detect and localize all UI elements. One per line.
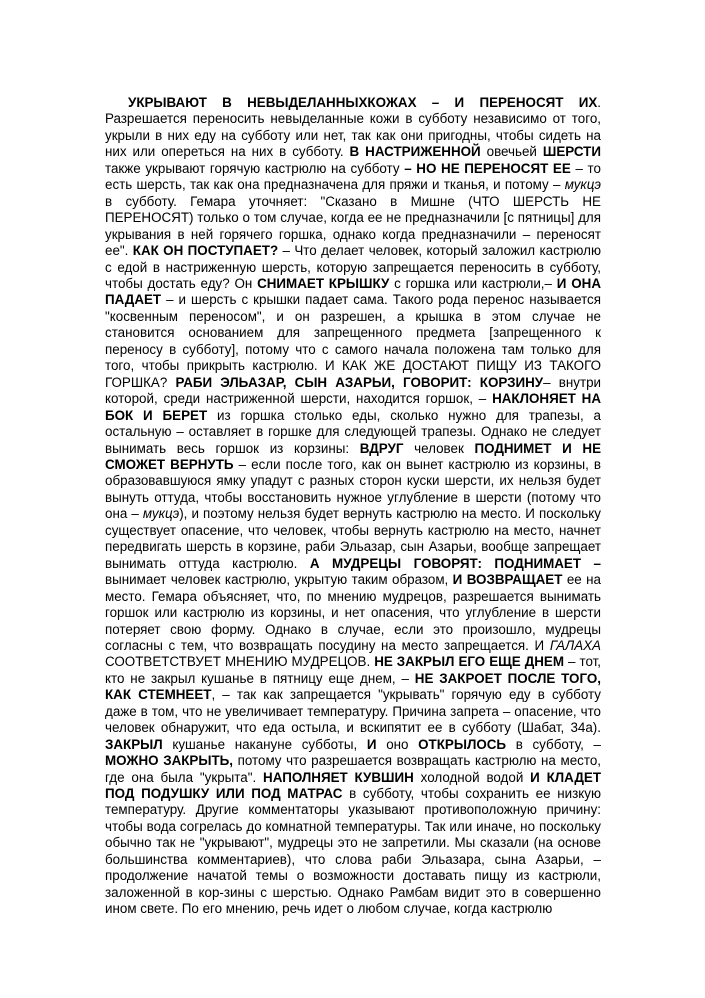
bold-phrase: СНИМАЕТ КРЫШКУ [257,275,390,291]
bold-phrase: ПОДНИМЕТ И НЕ СМОЖЕТ ВЕРНУТЬ [105,440,602,472]
text-run: холодной водой [413,769,531,785]
text-run: – тот, кто не закрыл кушанье в пятницу еще днем, – [105,654,601,686]
bold-phrase: ЗАКРЫЛ [105,736,163,752]
bold-phrase: МОЖНО ЗАКРЫТЬ, [105,753,233,769]
bold-phrase: ОТКРЫЛОСЬ [418,736,507,752]
bold-phrase: И ВОЗВРАЩАЕТ [452,572,563,588]
bold-phrase: И [366,736,377,752]
text-run: кушанье накануне субботы, [162,736,367,752]
text-run: в субботу, чтобы сохранить ее низкую температуру. Другие комментаторы указывают противоположную причину: чтобы вода согрелась до комнатной температуры. Так или иначе, но поскольку обычно так не "укрывают", мудрецы это не запретили. Мы сказали (на основе большинства комментариев), что слова раби Эльазара, сына Азарьи, – продолжение начатой темы о возможности доставать пищу из кастрюли, заложенной в кор-зины с шерстью. Однако Рамбам видит это в совершенно ином свете. По его мнению, речь идет о любом случае, когда кастрюлю [105,786,602,917]
bold-phrase: НЕ ЗАКРЫЛ ЕГО ЕЩЕ ДНЕМ [374,654,565,670]
text-run: оно [376,736,419,752]
text-run: – внутри которой, среди настриженной шерсти, находится горшок, – [105,374,601,407]
text-run: . Разрешается переносить невыделанные кожи в субботу независимо от того, укрыли в них еду на субботу или нет, так как они пригодны, чтобы сидеть на них или опереться на них в субботу. [105,95,601,160]
text-run: – если после того, как он вынет кастрюлю из корзины, в образовавшуюся ямку упадут с разных сторон куски шерсти, их нельзя будет вынуть оттуда, чтобы восстановить нужное углубление в шерсти (потому что она – [105,456,601,522]
bold-phrase: В НАСТРИЖЕННОЙ [349,144,481,160]
bold-phrase: А МУДРЕЦЫ ГОВОРЯТ: ПОДНИМАЕТ – [309,555,601,571]
text-run: из горшка столько еды, сколько нужно для трапезы, а остальную – оставляет в горшке для следующей трапезы. Однако не следует вынимать весь горшок из корзины: [105,407,601,456]
italic-term: ГАЛАХА [549,637,601,653]
bold-phrase: ШЕРСТИ [542,144,601,160]
bold-phrase: И КЛАДЕТ ПОД ПОДУШКУ ИЛИ ПОД МАТРАС [105,769,601,802]
text-run: СООТВЕТСТВУЕТ МНЕНИЮ МУДРЕЦОВ. [105,654,375,670]
text-run: также укрывают горячую кастрюлю на субботу [105,160,405,176]
bold-phrase: И ОНА ПАДАЕТ [105,275,601,308]
text-run: ее на место. Гемара объясняет, что, по мнению мудрецов, разрешается вынимать горшок или кастрюлю из корзины, и нет опасения, что углубление в шерсти потеряет свою форму. Однако в случае, если это произошло, мудрецы согласны с тем, что возвращать посудину на место запрещается. И [105,572,601,653]
text-run: в субботу. Гемара уточняет: "Сказано в Мишне (ЧТО ШЕРСТЬ НЕ ПЕРЕНОСЯТ) только о том случае, когда ее не предназначили [с пятницы] для укрывания в ней горячего горшка, однако когда предназначили – переносят ее". [105,193,601,259]
text-run: потому что разрешается возвращать кастрюлю на место, где она была "укрыта". [105,753,601,785]
text-run: овечьей [480,144,543,160]
bold-phrase: РАБИ ЭЛЬАЗАР, СЫН АЗАРЬИ, ГОВОРИТ: КОРЗИНУ [175,374,544,390]
bold-phrase: НАКЛОНЯЕТ НА БОК И БЕРЕТ [105,391,601,423]
text-run: ), и поэтому нельзя будет вернуть кастрюлю на место. И поскольку существует опасение, что человек, чтобы вернуть кастрюлю на место, начнет передвигать шерсть в корзине, раби Эльазар, сын Азарьи, вообще запрещает вынимать оттуда кастрюлю. [105,506,601,571]
bold-phrase: КАК ОН ПОСТУПАЕТ? [132,243,279,259]
text-run: – Что делает человек, который заложил кастрюлю с едой в настриженную шерсть, которую запрещается переносить в субботу, чтобы достать еду? Он [105,243,601,291]
text-run: – то есть шерсть, так как она предназначена для пряжи и тканья, и потому – [105,160,601,193]
italic-term: мукцэ [564,177,601,193]
text-run: человек [403,440,475,456]
body-paragraph [105,95,601,918]
bold-phrase: НЕ ЗАКРОЕТ ПОСЛЕ ТОГО, КАК СТЕМНЕЕТ [105,670,601,703]
text-run: в субботу, – [506,736,601,752]
bold-phrase: УКРЫВАЮТ В НЕВЫДЕЛАННЫХКОЖАХ – И ПЕРЕНОСЯТ ИХ [128,95,598,110]
italic-term: мукцэ [142,506,180,522]
bold-phrase: – НО НЕ ПЕРЕНОСЯТ ЕЕ [404,160,571,176]
text-run: с горшка или кастрюли,– [389,275,557,291]
text-run: – и шерсть с крышки падает сама. Такого рода перенос называется "косвенным переносом", и он разрешен, а крышка в этом случае не становится основанием для запрещенного предмета [запрещенного к переносу в субботу], потому что с самого начала положена там только для того, чтобы прикрыть кастрюлю. И КАК ЖЕ ДОСТАЮТ ПИЩУ ИЗ ТАКОГО ГОРШКА? [105,292,601,390]
text-run: вынимает человек кастрюлю, укрытую таким образом, [105,572,453,588]
bold-phrase: ВДРУГ [359,440,404,456]
text-run: , – так как запрещается "укрывать" горячую еду в субботу даже в том, что не увеличивает температуру. Причина запрета – опасение, что человек обнаружит, что еда остыла, и вскипятит ее в субботу (Шабат, 34а). [105,687,601,736]
bold-phrase: НАПОЛНЯЕТ КУВШИН [263,769,414,785]
